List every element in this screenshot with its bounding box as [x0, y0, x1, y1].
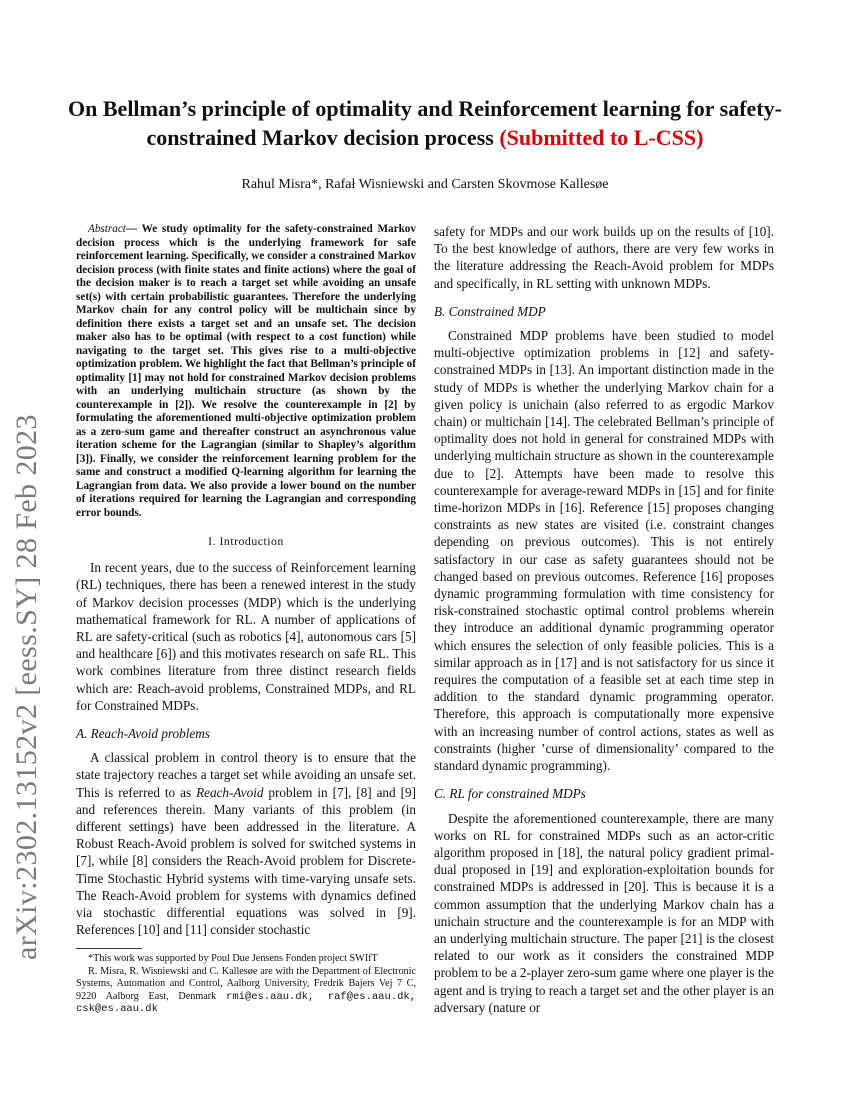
left-column: [76, 223, 416, 1016]
section-heading-introduction: I. Introduction: [208, 534, 284, 548]
footnote-rule: [76, 948, 142, 949]
abstract: [76, 223, 416, 520]
reach-avoid-text-2: problem in [7], [8] and [9] and references therein. Many variants of this problem (in different settings) have been addressed in the literature. A Robust Reach-Avoid problem is solved for switched systems in [7], while [8] considers the Reach-Avoid problem for Discrete-Time Stochastic Hybrid systems with time-varying unsafe sets. The Reach-Avoid problem for systems with dynamics defined via stochastic differential equations was solved in [9]. References [10] and [11] consider stochastic: [76, 784, 416, 938]
author-list: Rahul Misra*, Rafał Wisniewski and Carsten Skovmose Kallesøe: [241, 177, 609, 192]
footnote-emails: rmi@es.aau.dk, raf@es.aau.dk, csk@es.aau.dk: [76, 990, 416, 1016]
footnote-affiliation-text: R. Misra, R. Wisniewski and C. Kallesøe are with the Department of Electronic Systems, Automation and Control, Aalborg University, Fredrik Bajers Vej 7 C, 9220 Aalborg East, Denmark: [76, 965, 416, 1002]
reach-avoid-text-1: A classical problem in control theory is to ensure that the state trajectory reaches a target set while avoiding an unsafe set. This is referred to as: [76, 750, 416, 800]
reach-avoid-paragraph: [76, 749, 416, 938]
arxiv-stamp: arXiv:2302.13152v2 [eess.SY] 28 Feb 2023: [10, 414, 43, 960]
footnote-affiliation: [76, 966, 416, 1016]
abstract-text: — We study optimality for the safety-constrained Markov decision process which is the underlying framework for safe reinforcement learning. Specifically, we consider a constrained Markov decision process (with finite states and finite actions) where the goal of the decision maker is to reach a target set while avoiding an unsafe set(s) with certain probabilistic guarantees. Therefore the underlying Markov chain for any control policy will be multichain since by definition there exists a target set and an unsafe set. The decision maker also has to be optimal (with respect to a cost function) while navigating to the target set. This gives rise to a multi-objective optimization problem. We highlight the fact that Bellman’s principle of optimality [1] may not hold for constrained Markov decision problems with an underlying multichain structure (as shown by the counterexample in [2]). We resolve the counterexample in [2] by formulating the aforementioned multi-objective optimization problem as a zero-sum game and thereafter construct an asynchronous value iteration scheme for the Lagrangian (similar to Shapley’s algorithm [3]). Finally, we consider the reinforcement learning problem for the same and construct a modified Q-learning algorithm for learning the Lagrangian from data. We also provide a lower bound on the number of iterations required for learning the Lagrangian and corresponding error bounds.: [76, 223, 416, 519]
right-continuation-paragraph: safety for MDPs and our work builds up on the results of [10]. To the best knowledge of authors, there are very few works in the literature addressing the Reach-Avoid problem for MDPs and specifically, in RL setting with unknown MDPs.: [434, 224, 774, 291]
footnote-funding: *This work was supported by Poul Due Jensens Fonden project SWIfT: [88, 953, 378, 965]
subsection-heading-constrained-mdp: B. Constrained MDP: [434, 303, 546, 319]
rl-constrained-paragraph: Despite the aforementioned counterexample, there are many works on RL for constrained MDPs such as an actor-critic algorithm proposed in [18], the natural policy gradient primal-dual proposed in [19] and exploration-exploitation bounds for constrained MDPs is addressed in [20]. This is because it is a common assumption that the underlying Markov chain has a unichain structure and the counterexample is for an MDP with an underlying multichain structure. The paper [21] is the closest related to our work as it considers the constrained MDP problem to be a 2-player zero-sum game where one player is the agent and is trying to reach a target set and the other player is an adversary (nature or: [434, 810, 774, 1015]
abstract-label: Abstract: [88, 223, 126, 235]
right-column: [434, 223, 774, 1016]
title-main: On Bellman’s principle of optimality and Reinforcement learning for safety-constrained Markov decision process: [68, 96, 782, 150]
subsection-heading-reach-avoid: A. Reach-Avoid problems: [76, 726, 210, 742]
paper-title: [60, 94, 790, 152]
constrained-mdp-paragraph: Constrained MDP problems have been studied to model multi-objective optimization problems in [12] and safety-constrained MDPs in [13]. An important distinction made in the study of MDPs is whether the underlying Markov chain for a given policy is unichain (also referred to as ergodic Markov chain) or multichain [14]. The celebrated Bellman’s principle of optimality does not hold in general for constrained MDPs with underlying multichain structure as shown in the counterexample due to [2]. Attempts have been made to resolve this counterexample for average-reward MDPs in [15] and for finite time-horizon MDPs in [16]. Reference [15] proposes changing constraints as new states are visited (i.e. constraint changes depending on previous outcomes). This is not entirely satisfactory in our case as safety guarantees should not be changed based on previous outcomes. Reference [16] proposes dynamic programming formulation with time consistency for risk-constrained stochastic optimal control problems wherein they introduce an additional dynamic programming operator which ensures the selection of only feasible policies. This is a similar approach as in [17] and is not satisfactory for us since it requires the computation of a feasible set at each time step in addition to the standard dynamic programming operator. Therefore, this approach is computationally more expensive with an increasing number of control actions, states as well as constraints (higher ’curse of dimensionality’ compared to the standard dynamic programming).: [434, 328, 774, 774]
title-submission-note: (Submitted to L-CSS): [499, 125, 704, 150]
subsection-heading-rl-constrained: C. RL for constrained MDPs: [434, 786, 586, 802]
intro-paragraph: In recent years, due to the success of Reinforcement learning (RL) techniques, there has been a renewed interest in the study of Markov decision processes (MDP) which is the underlying mathematical framework for RL. A number of applications of RL are safety-critical (such as robotics [4], autonomous cars [5] and healthcare [6]) and this motivates research on safe RL. This work combines literature from three distinct research fields which are: Reach-avoid problems, Constrained MDPs, and RL for Constrained MDPs.: [76, 560, 416, 713]
reach-avoid-emphasis: Reach-Avoid: [196, 784, 264, 800]
